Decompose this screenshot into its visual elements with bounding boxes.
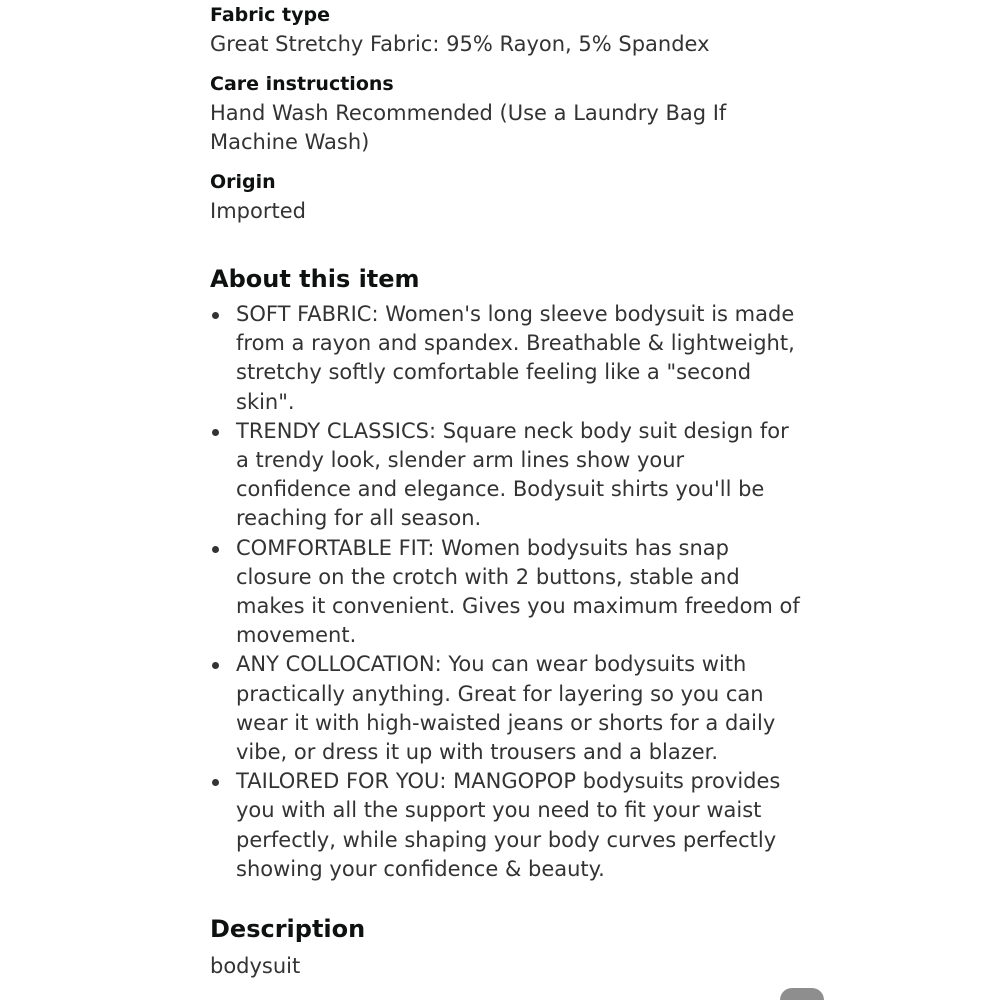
bullet-text: SOFT FABRIC: Women's long sleeve bodysuit is made from a rayon and spandex. Breathable & lightweight, stretchy softly comfortable feeling like a "second skin". [236, 302, 795, 414]
bullet-dot-icon [212, 662, 219, 669]
about-bullet-item [210, 650, 800, 767]
detail-label: Fabric type [210, 4, 331, 26]
scroll-handle[interactable] [780, 988, 824, 1000]
about-bullet-item [210, 300, 800, 417]
detail-value: Great Stretchy Fabric: 95% Rayon, 5% Spandex [210, 32, 710, 56]
bullet-dot-icon [212, 546, 219, 553]
detail-value: Hand Wash Recommended (Use a Laundry Bag If Machine Wash) [210, 101, 727, 154]
bullet-text: TAILORED FOR YOU: MANGOPOP bodysuits provides you with all the support you need to fit your waist perfectly, while shaping your body curves perfectly showing your confidence & beauty. [236, 769, 781, 881]
right-gutter [808, 0, 1000, 1000]
detail-fabric-type [210, 4, 808, 59]
bullet-text: COMFORTABLE FIT: Women bodysuits has snap closure on the crotch with 2 buttons, stable and makes it convenient. Gives you maximum freedom of movement. [236, 535, 800, 648]
detail-label: Origin [210, 171, 276, 193]
about-bullet-list [210, 300, 800, 884]
about-bullet-item [210, 534, 800, 651]
detail-origin [210, 171, 808, 226]
bullet-dot-icon [212, 429, 219, 436]
bullet-text: TRENDY CLASSICS: Square neck body suit design for a trendy look, slender arm lines show your confidence and elegance. Bodysuit shirts you'll be reaching for all season. [236, 418, 789, 531]
about-bullet-item [210, 767, 800, 884]
detail-value: Imported [210, 199, 306, 223]
bullet-dot-icon [212, 312, 219, 319]
description-text: bodysuit [210, 954, 301, 979]
detail-label: Care instructions [210, 73, 394, 95]
detail-care-instructions [210, 73, 808, 157]
bullet-text: ANY COLLOCATION: You can wear bodysuits with practically anything. Great for layering so you can wear it with high-waisted jeans or shorts for a daily vibe, or dress it up with trousers and a blazer. [236, 652, 776, 765]
about-heading: About this item [210, 265, 420, 293]
about-bullet-item [210, 417, 800, 534]
description-heading: Description [210, 915, 366, 944]
bullet-dot-icon [212, 779, 219, 786]
